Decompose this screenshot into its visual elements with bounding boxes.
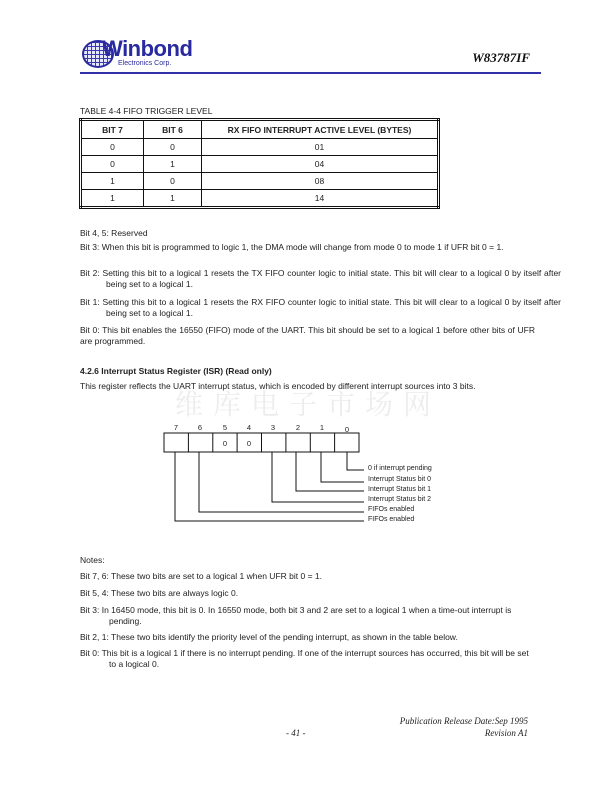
cell-value: 0 xyxy=(222,439,228,448)
section-intro: This register reflects the UART interrupt status, which is encoded by different interrupt sources into 3 bits. xyxy=(80,381,476,391)
bit-number: 0 xyxy=(344,425,350,434)
fifo-trigger-table xyxy=(79,118,440,209)
table-row xyxy=(81,156,439,173)
page-number: - 41 - xyxy=(286,728,306,738)
winbond-logo xyxy=(82,38,192,72)
ufr-bit0: Bit 0: This bit enables the 16550 (FIFO) mode of the UART. This bit should be set to a logical 1 before other bits of UFR are programmed. xyxy=(80,325,535,346)
label-bit1: Interrupt Status bit 0 xyxy=(368,476,432,483)
bit-number: 4 xyxy=(246,423,252,432)
logo-subtitle: Electronics Corp. xyxy=(118,60,172,67)
document-id: W83787IF xyxy=(472,50,530,65)
ufr-bit2: Bit 2: Setting this bit to a logical 1 resets the TX FIFO counter logic to initial state. This bit will clear to a logical 0 by itself after being set to a logical 1. xyxy=(80,268,561,289)
cell-bit6: 0 xyxy=(144,139,202,156)
publication-date: Publication Release Date:Sep 1995 xyxy=(399,716,528,726)
note-bit3: Bit 3: In 16450 mode, this bit is 0. In 16550 mode, both bit 3 and 2 are set to a logical 1 when a time-out interrupt is pending. xyxy=(80,605,512,626)
cell-bit6: 0 xyxy=(144,173,202,190)
ufr-bit3: Bit 3: When this bit is programmed to logic 1, the DMA mode will change from mode 0 to mode 1 if UFR bit 0 = 1. xyxy=(80,242,504,252)
ufr-bit1: Bit 1: Setting this bit to a logical 1 resets the RX FIFO counter logic to initial state. This bit will clear to a logical 0 by itself after being set to a logical 1. xyxy=(80,297,561,318)
bit-number: 5 xyxy=(222,423,228,432)
bit-number: 7 xyxy=(173,423,179,432)
table-header-row xyxy=(81,120,439,139)
table-caption: TABLE 4-4 FIFO TRIGGER LEVEL xyxy=(80,106,213,116)
bit-number: 1 xyxy=(319,423,325,432)
header-bit6: BIT 6 xyxy=(144,120,202,139)
label-bit3: Interrupt Status bit 2 xyxy=(368,496,432,503)
header-rule xyxy=(80,72,541,74)
logo-wordmark: Winbond xyxy=(102,36,193,61)
table-row xyxy=(81,139,439,156)
cell-bit6: 1 xyxy=(144,190,202,208)
section-title: 4.2.6 Interrupt Status Register (ISR) (Read only) xyxy=(80,366,272,376)
label-bit2: Interrupt Status bit 1 xyxy=(368,486,432,493)
watermark: 维库电子市场网 xyxy=(175,388,442,421)
label-bit7: FIFOs enabled xyxy=(368,516,415,523)
table-row xyxy=(81,173,439,190)
cell-value: 0 xyxy=(246,439,252,448)
cell-level: 04 xyxy=(202,156,439,173)
note-bit76: Bit 7, 6: These two bits are set to a logical 1 when UFR bit 0 = 1. xyxy=(80,571,322,581)
cell-bit7: 0 xyxy=(81,139,144,156)
bit-number: 6 xyxy=(197,423,203,432)
cell-level: 08 xyxy=(202,173,439,190)
cell-bit7: 0 xyxy=(81,156,144,173)
label-bit6: FIFOs enabled xyxy=(368,506,415,513)
table-row xyxy=(81,190,439,208)
header-bit7: BIT 7 xyxy=(81,120,144,139)
bit-number: 2 xyxy=(295,423,301,432)
label-bit0: 0 if interrupt pending xyxy=(368,465,432,472)
note-bit21: Bit 2, 1: These two bits identify the priority level of the pending interrupt, as shown in the table below. xyxy=(80,632,458,642)
notes-heading: Notes: xyxy=(80,555,105,565)
cell-bit7: 1 xyxy=(81,190,144,208)
bit-number: 3 xyxy=(270,423,276,432)
note-bit0: Bit 0: This bit is a logical 1 if there is no interrupt pending. If one of the interrupt sources has occurred, this bit will be set to a logical 0. xyxy=(80,648,529,669)
header-level: RX FIFO INTERRUPT ACTIVE LEVEL (BYTES) xyxy=(202,120,439,139)
note-bit54: Bit 5, 4: These two bits are always logic 0. xyxy=(80,588,239,598)
ufr-bit45: Bit 4, 5: Reserved xyxy=(80,228,148,238)
cell-bit7: 1 xyxy=(81,173,144,190)
cell-level: 14 xyxy=(202,190,439,208)
cell-bit6: 1 xyxy=(144,156,202,173)
cell-level: 01 xyxy=(202,139,439,156)
revision: Revision A1 xyxy=(484,728,528,738)
